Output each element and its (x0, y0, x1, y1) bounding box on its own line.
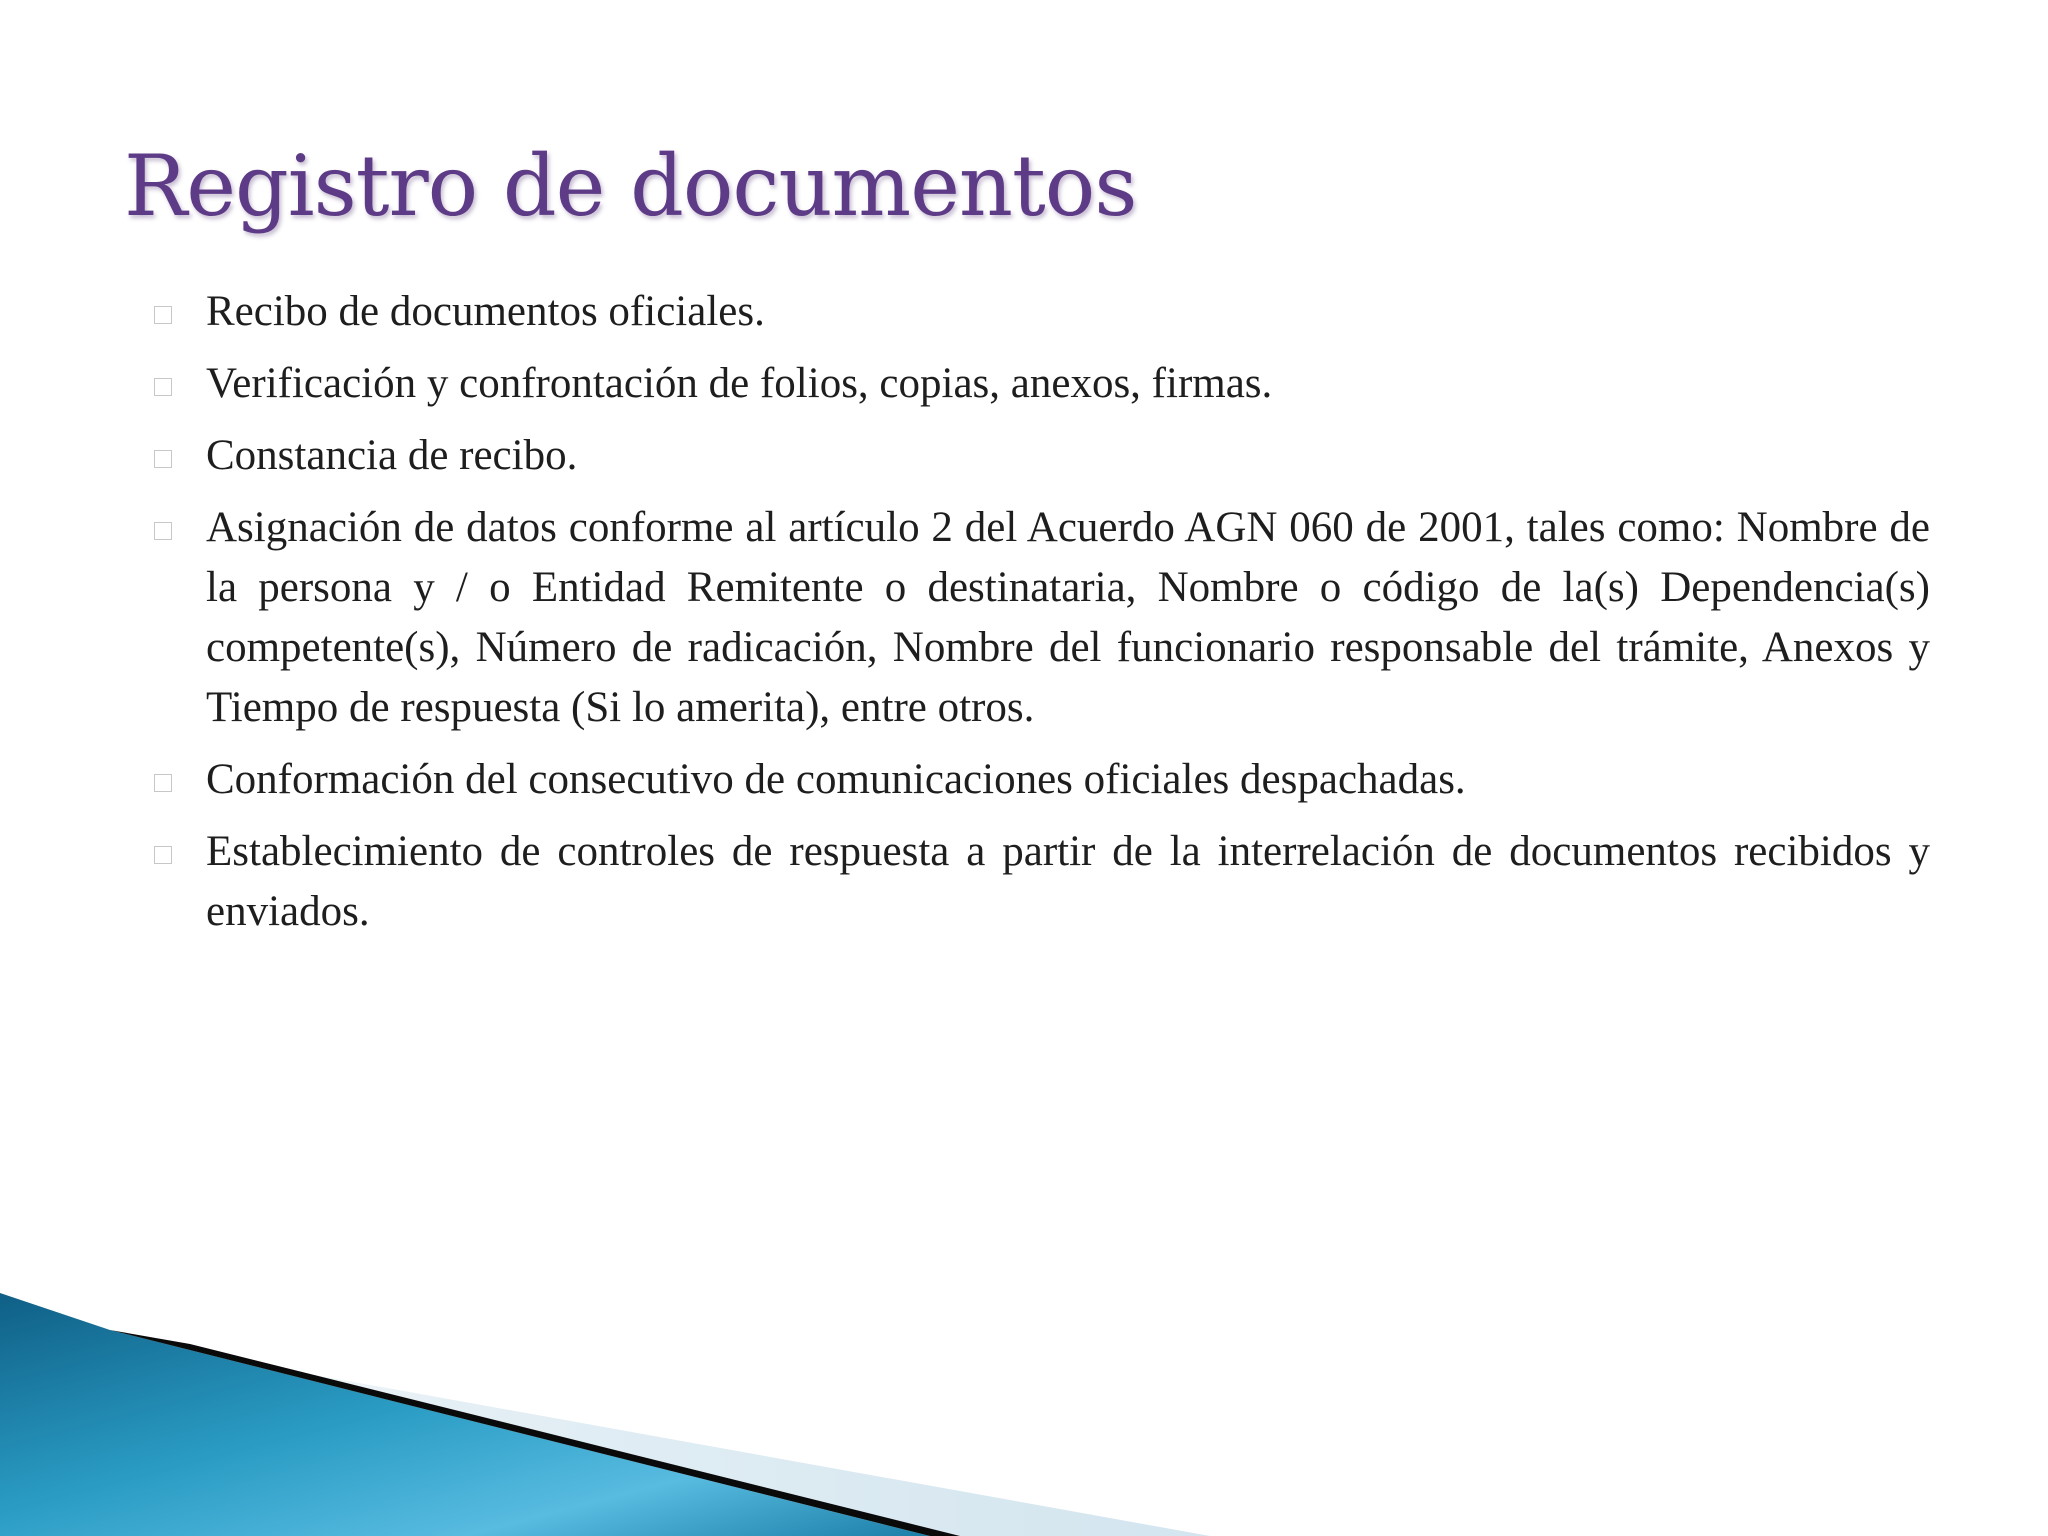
bullet-text: Verificación y confrontación de folios, copias, anexos, firmas. (206, 360, 1273, 407)
bullet-text: Recibo de documentos oficiales. (206, 288, 765, 335)
slide-title: Registro de documentos (124, 137, 1137, 235)
bullet-text: Constancia de recibo. (206, 432, 578, 479)
bullet-text: Establecimiento de controles de respuesta a partir de la interrelación de documentos recibidos y enviados. (206, 828, 1930, 935)
bullet-text: Asignación de datos conforme al artículo 2 del Acuerdo AGN 060 de 2001, tales como: Nombre de la persona y / o Entidad Remitente o destinataria, Nombre o código de la(s) Dependencia(s) competente(s), Número de radicación, Nombre del funcionario responsable del trámite, Anexos y Tiempo de respuesta (Si lo amerita), entre otros. (206, 504, 1930, 731)
bullet-text: Conformación del consecutivo de comunicaciones oficiales despachadas. (206, 756, 1466, 803)
